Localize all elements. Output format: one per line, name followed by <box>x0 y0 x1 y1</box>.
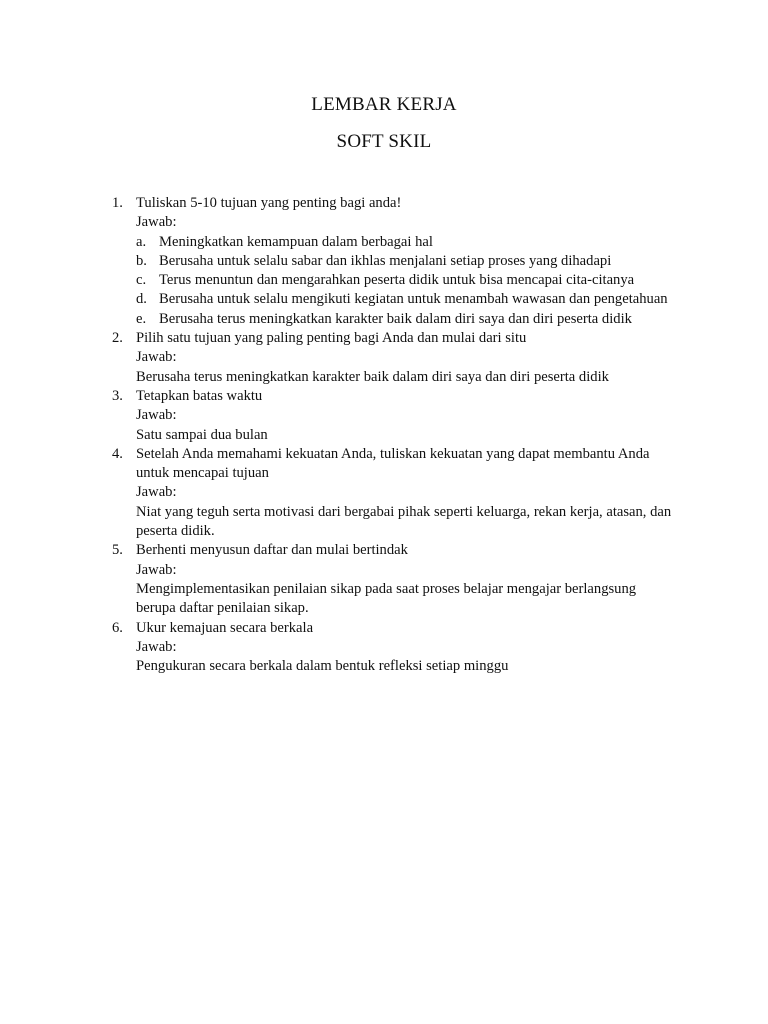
question-number: 2. <box>112 330 123 347</box>
sub-item-text: Berusaha terus meningkatkan karakter baik dalam diri saya dan diri peserta didik <box>159 310 632 327</box>
question-item-1 <box>112 194 672 329</box>
question-item-6 <box>112 619 672 677</box>
answer-text: Pengukuran secara berkala dalam bentuk refleksi setiap minggu <box>136 658 509 675</box>
sub-item-text: Terus menuntun dan mengarahkan peserta didik untuk bisa mencapai cita-citanya <box>159 272 635 289</box>
sub-item-a <box>136 233 672 252</box>
answer-label: Jawab: <box>136 638 177 655</box>
worksheet-body <box>112 194 672 676</box>
answer-sub-list <box>136 233 672 329</box>
document-subtitle: SOFT SKIL <box>336 131 432 152</box>
sub-item-letter: d. <box>136 291 147 308</box>
answer-text: Berusaha terus meningkatkan karakter baik dalam diri saya dan diri peserta didik <box>136 368 609 385</box>
question-item-5 <box>112 541 672 618</box>
question-text: Tuliskan 5-10 tujuan yang penting bagi anda! <box>136 195 402 211</box>
question-text: Pilih satu tujuan yang paling penting bagi Anda dan mulai dari situ <box>136 330 527 347</box>
answer-label: Jawab: <box>136 349 177 366</box>
sub-item-text: Berusaha untuk selalu mengikuti kegiatan untuk menambah wawasan dan pengetahuan <box>159 291 668 308</box>
sub-item-c <box>136 271 672 290</box>
question-text: Tetapkan batas waktu <box>136 387 263 404</box>
answer-text: Mengimplementasikan penilaian sikap pada saat proses belajar mengajar berlangsung berupa daftar penilaian sikap. <box>136 580 637 617</box>
question-text: Setelah Anda memahami kekuatan Anda, tuliskan kekuatan yang dapat membantu Anda untuk mencapai tujuan <box>136 445 650 482</box>
question-text: Berhenti menyusun daftar dan mulai bertindak <box>136 542 408 559</box>
question-number: 6. <box>112 619 123 636</box>
sub-item-letter: c. <box>136 272 147 289</box>
question-number: 4. <box>112 445 123 462</box>
question-number: 5. <box>112 542 123 559</box>
question-number: 1. <box>112 195 123 211</box>
answer-label: Jawab: <box>136 484 177 501</box>
question-list <box>112 194 672 676</box>
sub-item-e <box>136 310 672 329</box>
sub-item-text: Berusaha untuk selalu sabar dan ikhlas menjalani setiap proses yang dihadapi <box>159 252 612 269</box>
sub-item-letter: b. <box>136 252 147 269</box>
question-item-3 <box>112 387 672 445</box>
question-item-4 <box>112 445 672 541</box>
question-number: 3. <box>112 387 123 404</box>
answer-label: Jawab: <box>136 561 177 578</box>
sub-item-text: Meningkatkan kemampuan dalam berbagai hal <box>159 233 433 250</box>
sub-item-d <box>136 290 672 309</box>
answer-label: Jawab: <box>136 407 177 424</box>
sub-item-letter: a. <box>136 233 147 250</box>
answer-text: Niat yang teguh serta motivasi dari bergabai pihak seperti keluarga, rekan kerja, atasan, dan peserta didik. <box>136 503 672 540</box>
sub-item-b <box>136 252 672 271</box>
answer-text: Satu sampai dua bulan <box>136 426 268 443</box>
question-item-2 <box>112 329 672 387</box>
document-title: LEMBAR KERJA <box>311 94 457 115</box>
question-text: Ukur kemajuan secara berkala <box>136 619 314 636</box>
sub-item-letter: e. <box>136 310 147 327</box>
answer-label: Jawab: <box>136 214 177 231</box>
